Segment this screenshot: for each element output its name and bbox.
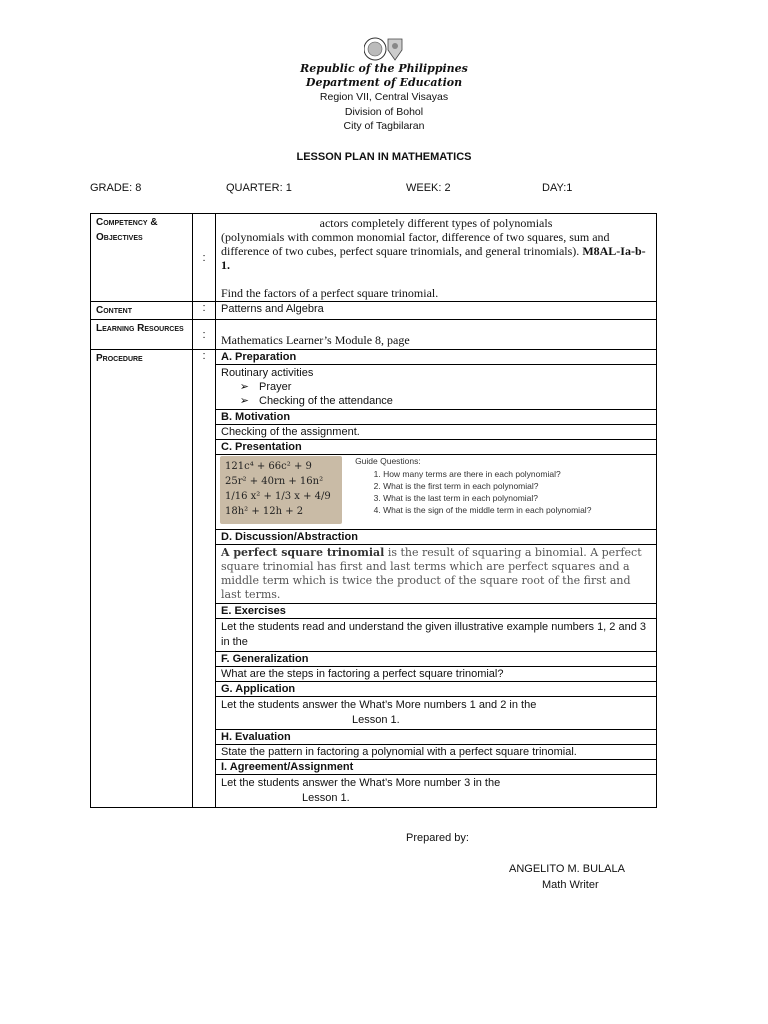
colon: : xyxy=(193,302,216,320)
guide-title: Guide Questions: xyxy=(355,456,421,466)
discussion-term: A perfect square trinomial xyxy=(221,546,385,559)
presentation-heading: C. Presentation xyxy=(216,440,657,455)
assignment-text: Let the students answer the What’s More number 3 in the xyxy=(221,777,501,789)
lesson-plan-table xyxy=(90,213,657,808)
week-label: WEEK: 2 xyxy=(406,182,451,194)
resources-label: Learning Resources xyxy=(91,320,193,350)
competency-line2: (polynomials with common monomial factor, difference of two squares, sum and difference of two cubes, perfect square trinomials, and general trinomials). xyxy=(221,230,610,258)
application-heading: G. Application xyxy=(216,682,657,697)
assignment-cell xyxy=(216,775,657,808)
guide-question: 1. How many terms are there in each polynomial? xyxy=(383,468,591,480)
resources-value: Mathematics Learner’s Module 8, page xyxy=(216,320,657,350)
motivation-heading: B. Motivation xyxy=(216,410,657,425)
preparation-item: ➢ Checking of the attendance xyxy=(221,394,651,408)
evaluation-text: State the pattern in factoring a polynomial with a perfect square trinomial. xyxy=(216,745,657,760)
colon: : xyxy=(193,214,216,302)
competency-cell xyxy=(216,214,657,302)
competency-row xyxy=(91,214,657,302)
deped-seal-logo xyxy=(364,36,404,62)
exercises-text: Let the students read and understand the given illustrative example numbers 1, 2 and 3 in the xyxy=(216,619,657,652)
colon: : xyxy=(193,350,216,808)
assignment-text2: Lesson 1. xyxy=(302,792,350,804)
author-role: Math Writer xyxy=(542,879,599,891)
header-department: Department of Education xyxy=(305,76,463,89)
procedure-row xyxy=(91,350,657,365)
discussion-text: A perfect square trinomial is the result of squaring a binomial. A perfect square trinomial has first and last terms which are perfect squares and a middle term which is twice the product of the square root of the first and last terms. xyxy=(216,545,657,604)
content-row xyxy=(91,302,657,320)
author-name: ANGELITO M. BULALA xyxy=(509,863,625,875)
assignment-heading: I. Agreement/Assignment xyxy=(216,760,657,775)
header-republic: Republic of the Philippines xyxy=(300,62,468,75)
arrow-bullet-icon: ➢ xyxy=(239,395,249,407)
presentation-cell xyxy=(216,455,657,530)
colon: : xyxy=(193,320,216,350)
header-division: Division of Bohol xyxy=(344,106,424,118)
polynomial: 1/16 x² + 1/3 x + 4/9 xyxy=(225,491,331,502)
competency-objective: Find the factors of a perfect square trinomial. xyxy=(221,286,439,300)
exercises-heading: E. Exercises xyxy=(216,604,657,619)
prepared-by-label: Prepared by: xyxy=(406,832,469,844)
competency-line1: actors completely different types of polynomials xyxy=(319,216,553,230)
grade-label: GRADE: 8 xyxy=(90,182,142,194)
discussion-heading: D. Discussion/Abstraction xyxy=(216,530,657,545)
preparation-item: ➢ Prayer xyxy=(221,380,651,394)
quarter-label: QUARTER: 1 xyxy=(226,182,292,194)
content-value: Patterns and Algebra xyxy=(216,302,657,320)
day-label: DAY:1 xyxy=(542,182,573,194)
preparation-heading: A. Preparation xyxy=(216,350,657,365)
application-cell xyxy=(216,697,657,730)
guide-question: 3. What is the last term in each polynomial? xyxy=(383,492,591,504)
application-text: Let the students answer the What’s More numbers 1 and 2 in the xyxy=(221,699,537,711)
preparation-intro: Routinary activities xyxy=(221,367,314,379)
content-label: Content xyxy=(91,302,193,320)
competency-code: M8AL-Ia-b-1. xyxy=(221,244,646,272)
resources-row xyxy=(91,320,657,350)
competency-label: Competency & Objectives xyxy=(91,214,193,302)
evaluation-heading: H. Evaluation xyxy=(216,730,657,745)
header-city: City of Tagbilaran xyxy=(343,120,425,132)
polynomial: 121c⁴ + 66c² + 9 xyxy=(225,461,312,472)
page-title: LESSON PLAN IN MATHEMATICS xyxy=(296,151,472,163)
arrow-bullet-icon: ➢ xyxy=(239,381,249,393)
polynomial: 25r² + 40rn + 16n² xyxy=(225,476,324,487)
preparation-cell xyxy=(216,365,657,410)
polynomials-image xyxy=(220,456,342,524)
guide-question: 2. What is the first term in each polynomial? xyxy=(383,480,591,492)
polynomial: 18h² + 12h + 2 xyxy=(225,506,304,517)
generalization-text: What are the steps in factoring a perfect square trinomial? xyxy=(216,667,657,682)
header-region: Region VII, Central Visayas xyxy=(319,91,449,103)
guide-questions xyxy=(355,456,591,516)
application-text2: Lesson 1. xyxy=(352,714,400,726)
generalization-heading: F. Generalization xyxy=(216,652,657,667)
motivation-text: Checking of the assignment. xyxy=(216,425,657,440)
procedure-label: Procedure xyxy=(91,350,193,808)
guide-question: 4. What is the sign of the middle term in each polynomial? xyxy=(383,504,591,516)
